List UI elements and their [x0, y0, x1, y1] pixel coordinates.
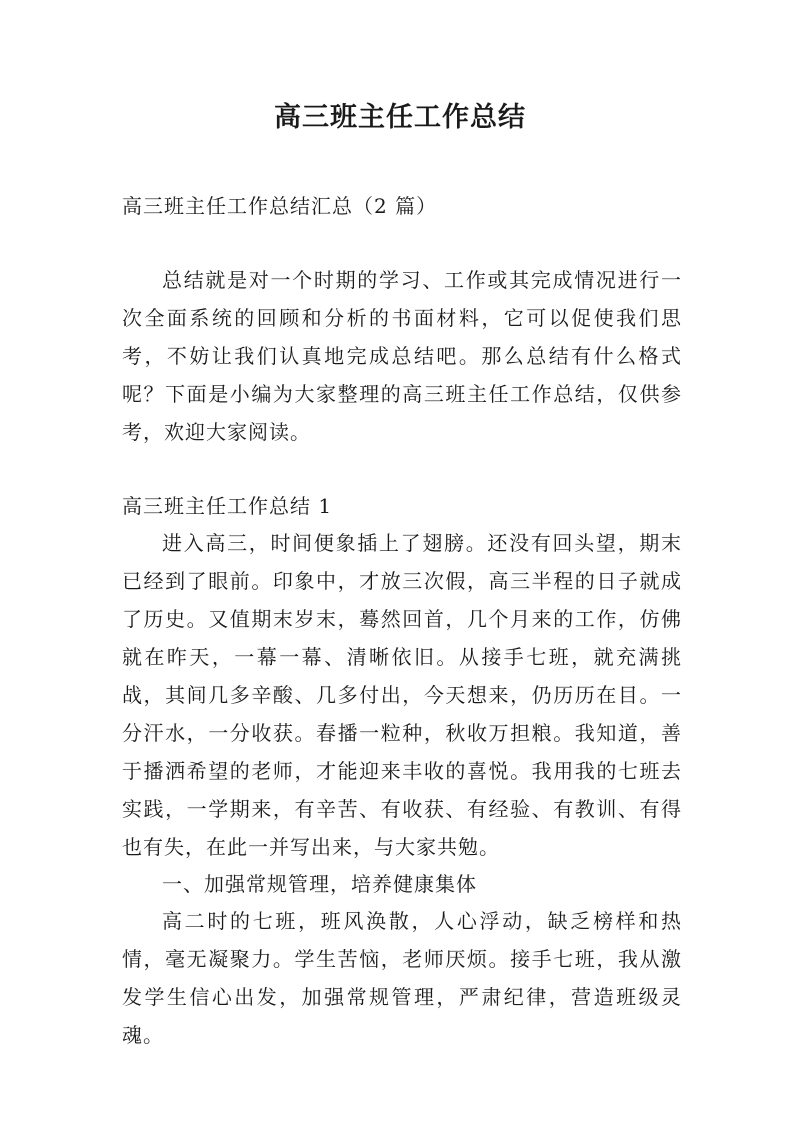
- intro-paragraph: 总结就是对一个时期的学习、工作或其完成情况进行一次全面系统的回顾和分析的书面材料，它可以促使我们思考，不妨让我们认真地完成总结吧。那么总结有什么格式呢？下面是小编为大家整理的高三班主任工作总结，仅供参考，欢迎大家阅读。: [122, 268, 682, 444]
- document-subtitle: 高三班主任工作总结汇总（2 篇）: [122, 194, 438, 218]
- body-paragraph: 高二时的七班，班风涣散，人心浮动，缺乏榜样和热情，毫无凝聚力。学生苦恼，老师厌烦。接手七班，我从激发学生信心出发，加强常规管理，严肃纪律，营造班级灵魂。: [122, 909, 682, 1047]
- section-heading: 高三班主任工作总结 1: [122, 494, 333, 518]
- subheading: 一、加强常规管理，培养健康集体: [162, 872, 477, 896]
- document-title: 高三班主任工作总结: [274, 102, 526, 133]
- body-paragraph: 进入高三，时间便象插上了翅膀。还没有回头望，期末已经到了眼前。印象中，才放三次假，高三半程的日子就成了历史。又值期末岁末，蓦然回首，几个月来的工作，仿佛就在昨天，一幕一幕、清晰依旧。从接手七班，就充满挑战，其间几多辛酸、几多付出，今天想来，仍历历在目。一分汗水，一分收获。春播一粒种，秋收万担粮。我知道，善于播洒希望的老师，才能迎来丰收的喜悦。我用我的七班去实践，一学期来，有辛苦、有收获、有经验、有教训、有得也有失，在此一并写出来，与大家共勉。: [122, 531, 682, 859]
